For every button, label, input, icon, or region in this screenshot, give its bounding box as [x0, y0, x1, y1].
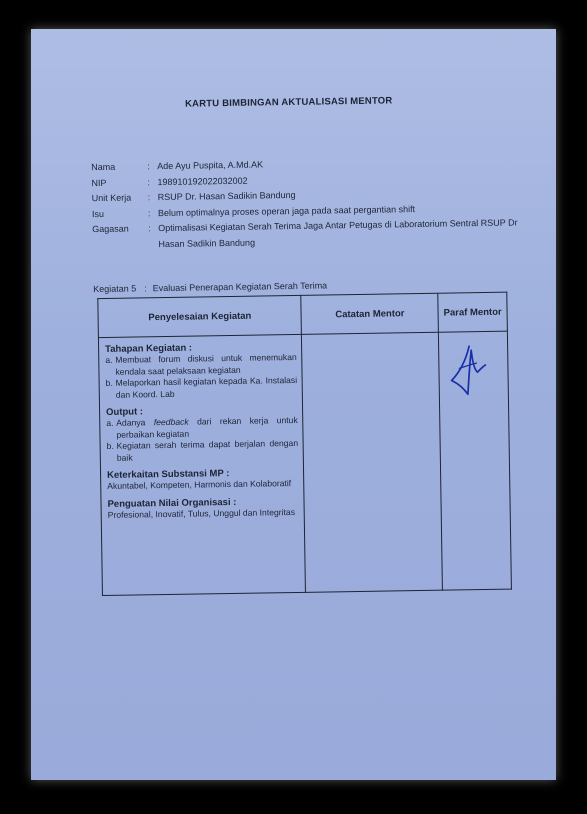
list-text-pre: Adanya — [116, 417, 154, 428]
list-marker: a. — [105, 354, 113, 365]
paraf-cell — [439, 331, 512, 590]
list-item — [106, 415, 298, 441]
output-list — [106, 415, 298, 464]
activity-value: Evaluasi Penerapan Kegiatan Serah Terima — [152, 280, 328, 294]
list-item — [105, 352, 297, 378]
field-value: Ade Ayu Puspita, A.Md.AK — [157, 159, 264, 172]
list-text-post: dari rekan kerja untuk perbaikan kegiatan — [116, 414, 298, 440]
field-label: Unit Kerja — [91, 192, 132, 204]
list-marker: b. — [106, 440, 114, 451]
mentor-signature — [447, 342, 492, 399]
list-text: Membuat forum diskusi untuk menemukan kendala saat pelaksaan kegiatan — [115, 351, 297, 377]
list-item — [107, 438, 299, 464]
list-item — [106, 375, 298, 401]
field-value: RSUP Dr. Hasan Sadikin Bandung — [157, 189, 296, 203]
tahapan-title: Tahapan Kegiatan : — [105, 342, 193, 355]
guidance-table — [97, 292, 512, 596]
table-header-row — [98, 292, 508, 337]
table-row — [98, 331, 511, 595]
field-colon: : — [148, 223, 151, 234]
activity-colon: : — [144, 283, 147, 294]
tahapan-list — [105, 352, 297, 401]
field-label: Gagasan — [92, 223, 129, 235]
field-value: Belum optimalnya proses operan jaga pada saat pergantian shift — [157, 203, 416, 218]
field-gagasan — [92, 215, 522, 253]
penyelesaian-cell — [98, 334, 305, 595]
keterkaitan-text: Akuntabel, Kompeten, Harmonis dan Kolaboratif — [107, 478, 292, 491]
field-value: Optimalisasi Kegiatan Serah Terima Jaga Antar Petugas di Laboratorium Sentral RSUP Dr Hasan Sadikin Bandung — [158, 217, 518, 249]
activity-line — [93, 280, 327, 294]
field-label: NIP — [91, 177, 107, 188]
header-paraf: Paraf Mentor — [438, 292, 507, 332]
field-colon: : — [147, 161, 150, 172]
keterkaitan-title: Keterkaitan Substansi MP : — [107, 468, 230, 481]
penguatan-title: Penguatan Nilai Organisasi : — [107, 496, 237, 510]
list-text: Melaporkan hasil kegiatan kepada Ka. Instalasi dan Koord. Lab — [115, 374, 298, 400]
activity-label: Kegiatan 5 — [93, 283, 137, 295]
document-title: KARTU BIMBINGAN AKTUALISASI MENTOR — [184, 95, 393, 110]
penguatan-text: Profesional, Inovatif, Tulus, Unggul dan Integritas — [107, 506, 296, 520]
field-colon: : — [147, 192, 151, 203]
list-marker: b. — [105, 377, 113, 388]
list-text: Kegiatan serah terima dapat berjalan dengan baik — [116, 437, 299, 463]
identity-fields — [91, 153, 522, 253]
document-sheet — [25, 25, 562, 784]
catatan-cell — [302, 332, 443, 592]
list-marker: a. — [106, 417, 114, 428]
field-label: Isu — [91, 208, 105, 219]
field-label: Nama — [91, 161, 116, 173]
field-colon: : — [147, 176, 151, 187]
header-catatan: Catatan Mentor — [301, 293, 438, 334]
list-text — [116, 415, 298, 441]
feedback-emphasis: feedback — [153, 416, 189, 428]
field-colon: : — [147, 207, 151, 218]
document-page — [31, 29, 556, 780]
output-title: Output : — [106, 406, 144, 418]
field-value: 198910192022032002 — [157, 175, 248, 187]
header-penyelesaian: Penyelesaian Kegiatan — [98, 295, 302, 337]
